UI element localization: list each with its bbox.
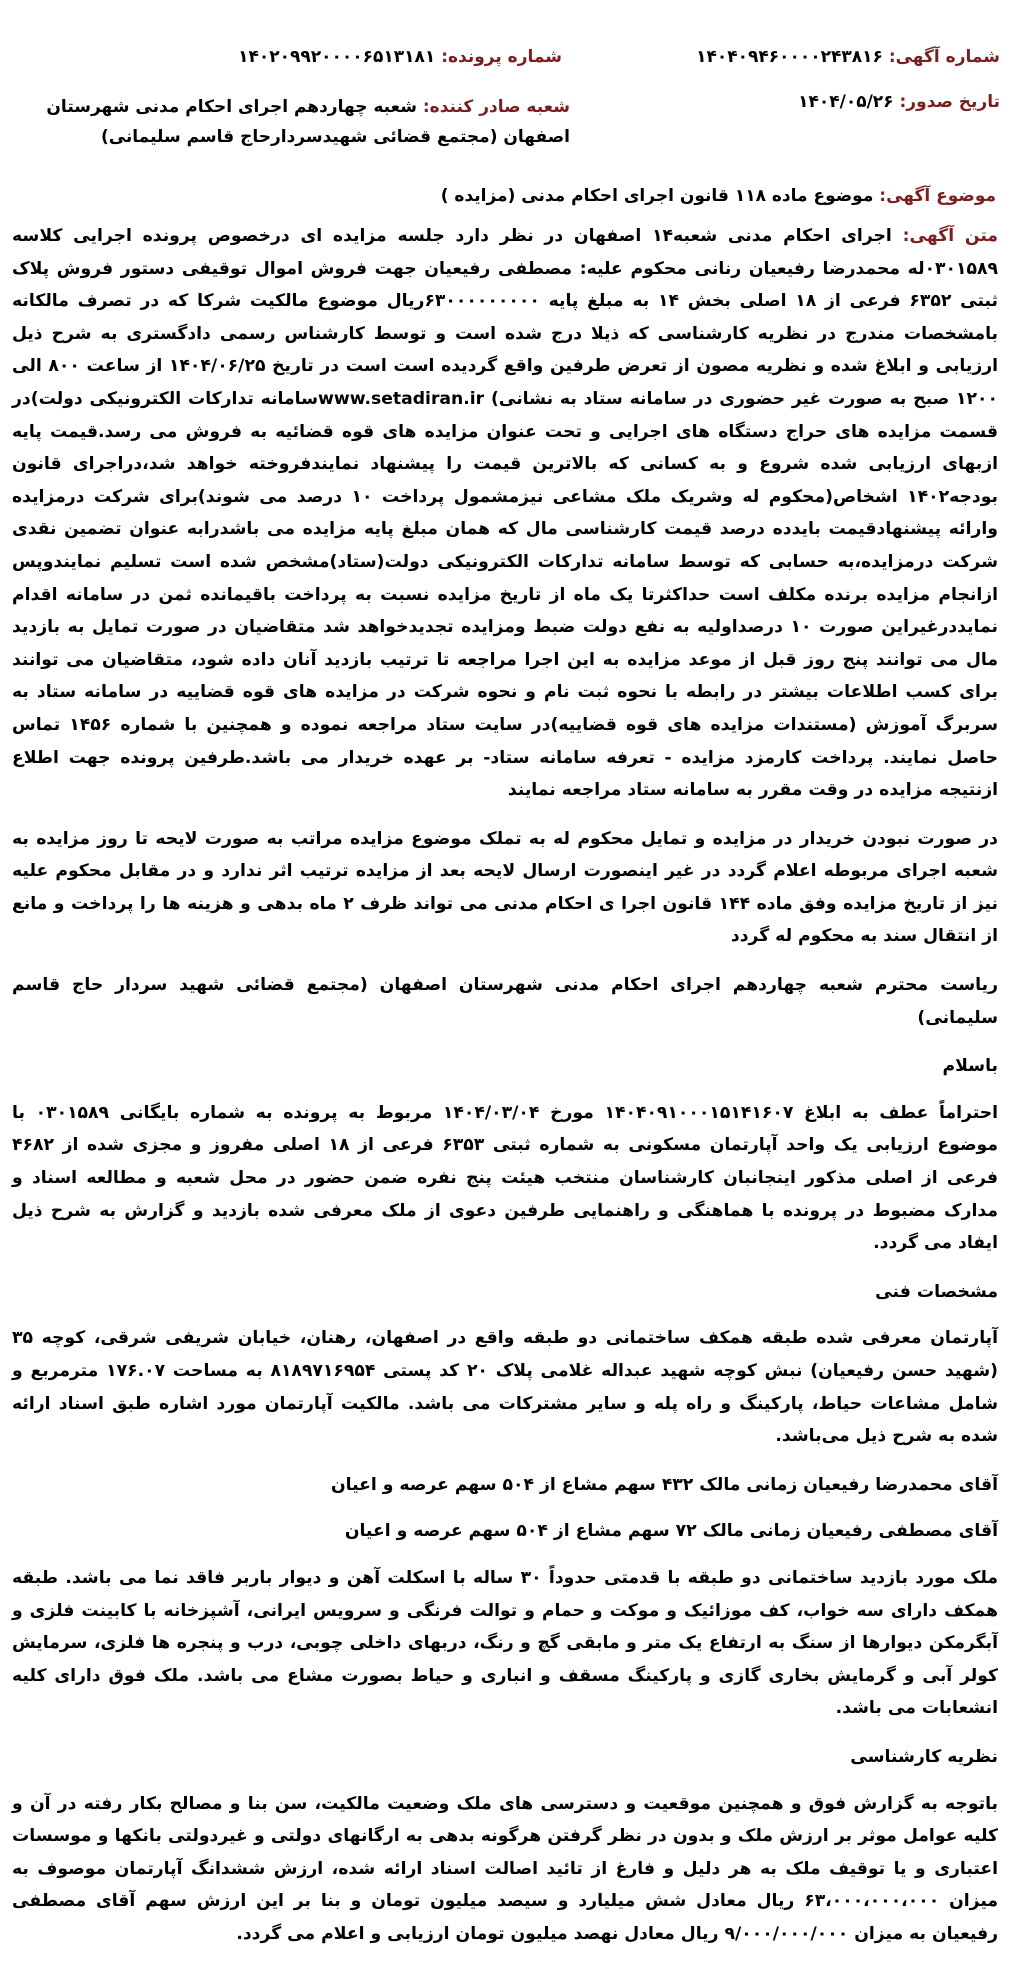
apartment-description-paragraph: آپارتمان معرفی شده طبقه همکف ساختمانی دو طبقه واقع در اصفهان، رهنان، خیابان شریفی شرقی، کوچه ۳۵ (شهید حسن رفیعیان) نبش کوچه شهید عبداله غلامی پلاک ۲۰ کد پستی ۸۱۸۹۷۱۶۹۵۴ به مساحت ۱۷۶.۰۷ مترمربع و شامل مشاعات حیاط، پارکینگ و راه پله و سایر مشترکات می باشد. مالکیت آپارتمان مورد اشاره طبق اسناد ارائه شده به شرح ذیل می‌باشد. xyxy=(12,1328,999,1447)
expert-intro-paragraph: احتراماً عطف به ابلاغ ۱۴۰۴۰۹۱۰۰۰۱۵۱۴۱۶۰۷ مورخ ۱۴۰۴/۰۳/۰۴ مربوط به پرونده به شماره بایگانی ۰۳۰۱۵۸۹ با موضوع ارزیابی یک واحد آپارتمان مسکونی به شماره ثبتی ۶۳۵۳ فرعی از ۱۸ اصلی مفروز و مجزی شده از ۴۶۸۲ فرعی از اصلی مذکور اینجانبان کارشناسان منتخب هیئت پنج نفره ضمن حضور در محل شعبه و مطالعه اسناد و مدارک مضبوط در پرونده با هماهنگی و راهنمایی طرفین دعوی از ملک معرفی شده بازدید و گزارش به شرح ذیل ایفاد می گردد. xyxy=(12,1102,998,1254)
auction-paragraph xyxy=(12,220,998,807)
file-number-label: شماره پرونده: xyxy=(441,47,562,67)
addressee-paragraph: ریاست محترم شعبه چهاردهم اجرای احکام مدنی شهرستان اصفهان (مجتمع قضائی شهید سردار حاج قاسم سلیمانی) xyxy=(12,975,998,1028)
technical-specs-heading: مشخصات فنی xyxy=(875,1281,998,1302)
notice-text-label: متن آگهی: xyxy=(902,226,998,246)
issuing-branch-label: شعبه صادر کننده: xyxy=(422,97,570,117)
notice-subject-value: موضوع ماده ۱۱۸ قانون اجرای احکام مدنی (مزایده ) xyxy=(440,186,874,206)
building-condition-paragraph: ملک مورد بازدید ساختمانی دو طبقه با قدمتی حدوداً ۳۰ ساله با اسکلت آهن و دیوار باربر فاقد نما می باشد. طبقه همکف دارای سه خواب، کف موزائیک و موکت و حمام و توالت فرنگی و سرویس ایرانی، آشپزخانه با کابینت فلزی و آبگرمکن دیوارها از سنگ به ارتفاع یک متر و مابقی گچ و رنگ، دربهای داخلی چوبی، درب و پنجره ها فلزی، سرمایش کولر آبی و گرمایش بخاری گازی و پارکینگ مسقف و انباری و حیاط بصورت مشاع می باشد. ملک فوق دارای کلیه انشعابات می باشد. xyxy=(12,1567,998,1719)
notice-number xyxy=(696,47,1000,67)
auction-text: اجرای احکام مدنی شعبه۱۴ اصفهان در نظر دارد جلسه مزایده ای درخصوص پرونده اجرایی کلاسه ۰۳۰۱۵۸۹له محمدرضا رفیعیان رنانی محکوم علیه: مصطفی رفیعیان جهت فروش اموال توقیفی دستور فروش پلاک ثبتی ۶۳۵۲ فرعی از ۱۸ اصلی بخش ۱۴ به مبلغ پایه ۶۳۰۰۰۰۰۰۰۰۰ریال موضوع مالکیت شرکا که در تصرف مالکانه بامشخصات مندرج در نظریه کارشناسی که ذیلا درج شده است و توسط کارشناس رسمی دادگستری به شرح ذیل ارزیابی و ابلاغ شده و نظریه مصون از تعرض طرفین واقع گردیده است است در تاریخ ۱۴۰۴/۰۶/۲۵ از ساعت ۸۰۰ الی ۱۲۰۰ صبح به صورت غیر حضوری در سامانه ستاد به نشانی) www.setadiran.irسامانه تدارکات الکترونیکی دولت)در قسمت مزایده های حراج دستگاه های اجرایی و تحت عنوان مزایده های قوه قضائیه به فروش می رسد.قیمت پایه ازبهای ارزیابی شده شروع و به کسانی که بالاترین قیمت را پیشنهاد نمایندفروخته خواهد شد،دراجرای قانون بودجه۱۴۰۲ اشخاص(محکوم له وشریک ملک مشاعی نیزمشمول پرداخت ۱۰ درصد می شوند)برای شرکت درمزایده وارائه پیشنهادقیمت بایدده درصد قیمت کارشناسی مال که همان مبلغ پایه مزایده می باشدرابه عنوان تضمین نقدی شرکت درمزایده،به حسابی که توسط سامانه تدارکات الکترونیکی دولت(ستاد)مشخص شده است تسلیم نمایندوپس ازانجام مزایده برنده مکلف است حداکثرتا یک ماه از تاریخ مزایده نسبت به پرداخت باقیمانده ثمن در سامانه اقدام نمایددرغیراین صورت ۱۰ درصداولیه به نفع دولت ضبط ومزایده تجدیدخواهد شد متقاضیان در صورت تمایل به بازدید مال می توانند پنج روز قبل از موعد مزایده به این اجرا مراجعه تا ترتیب بازدید آنان داده شود، متقاضیان می توانند برای کسب اطلاعات بیشتر در رابطه با نحوه ثبت نام و نحوه شرکت در مزایده های قوه قضاییه در سامانه ستاد به سربرگ آموزش (مستندات مزایده های قوه قضاییه)در سایت ستاد مراجعه نموده و همچنین با شماره ۱۴۵۶ تماس حاصل نمایند. پرداخت کارمزد مزایده - تعرفه سامانه ستاد- بر عهده خریدار می باشد.طرفین پرونده جهت اطلاع ازنتیجه مزایده در وقت مقرر به سامانه ستاد مراجعه نمایند xyxy=(12,226,999,801)
notice-number-value: ۱۴۰۴۰۹۴۶۰۰۰۰۲۴۳۸۱۶ xyxy=(696,47,883,67)
issuing-branch xyxy=(10,92,570,152)
issue-date xyxy=(798,92,1000,112)
notice-subject xyxy=(441,186,996,206)
valuation-paragraph: باتوجه به گزارش فوق و همچنین موقعیت و دسترسی های ملک وضعیت مالکیت، سن بنا و مصالح بکار رفته در آن و کلیه عوامل موثر بر ارزش ملک و بدون در نظر گرفتن هرگونه بدهی به ارگانهای دولتی و غیردولتی بانکها و موسسات اعتباری و یا توقیف ملک به هر دلیل و فارغ از تائید اصالت اسناد ارائه شده، ارزش ششدانگ آپارتمان موصوف به میزان ۶۳،۰۰۰،۰۰۰،۰۰۰ ریال معادل شش میلیارد و سیصد میلیون تومان و بنا بر این ارزش سهم آقای مصطفی رفیعیان به میزان ۹/۰۰۰/۰۰۰/۰۰۰ ریال معادل نهصد میلیون تومان ارزیابی و اعلام می گردد. xyxy=(12,1793,998,1944)
issue-date-label: تاریخ صدور: xyxy=(899,92,1000,112)
no-buyer-paragraph: در صورت نبودن خریدار در مزایده و تمایل محکوم له به تملک موضوع مزایده مراتب به صورت لایحه تا روز مزایده به شعبه اجرای مربوطه اعلام گردد در غیر اینصورت ارسال لایحه بعد از مزایده ترتیب اثر ندارد و در مقابل محکوم علیه نیز از تاریخ مزایده وفق ماده ۱۴۴ قانون اجرا ی احکام مدنی می تواند ظرف ۲ ماه بدهی و هزینه ها را پرداخت و مانع از انتقال سند به محکوم له گردد xyxy=(12,828,998,947)
file-number xyxy=(238,47,562,67)
owner-1-line: آقای محمدرضا رفیعیان زمانی مالک ۴۳۲ سهم مشاع از ۵۰۴ سهم عرصه و اعیان xyxy=(330,1474,998,1495)
greeting: باسلام xyxy=(942,1056,998,1077)
notice-number-label: شماره آگهی: xyxy=(888,47,1000,67)
issue-date-value: ۱۴۰۴/۰۵/۲۶ xyxy=(798,92,894,112)
expert-opinion-heading: نظریه کارشناسی xyxy=(850,1746,998,1767)
owner-2-line: آقای مصطفی رفیعیان زمانی مالک ۷۲ سهم مشاع از ۵۰۴ سهم عرصه و اعیان xyxy=(344,1521,998,1542)
notice-body xyxy=(12,220,998,1967)
notice-subject-label: موضوع آگهی: xyxy=(879,186,996,206)
file-number-value: ۱۴۰۲۰۹۹۲۰۰۰۰۶۵۱۳۱۸۱ xyxy=(238,47,436,67)
issuing-branch-value: شعبه چهاردهم اجرای احکام مدنی شهرستان اصفهان (مجتمع قضائی شهیدسردارحاج قاسم سلیمانی) xyxy=(46,97,570,147)
